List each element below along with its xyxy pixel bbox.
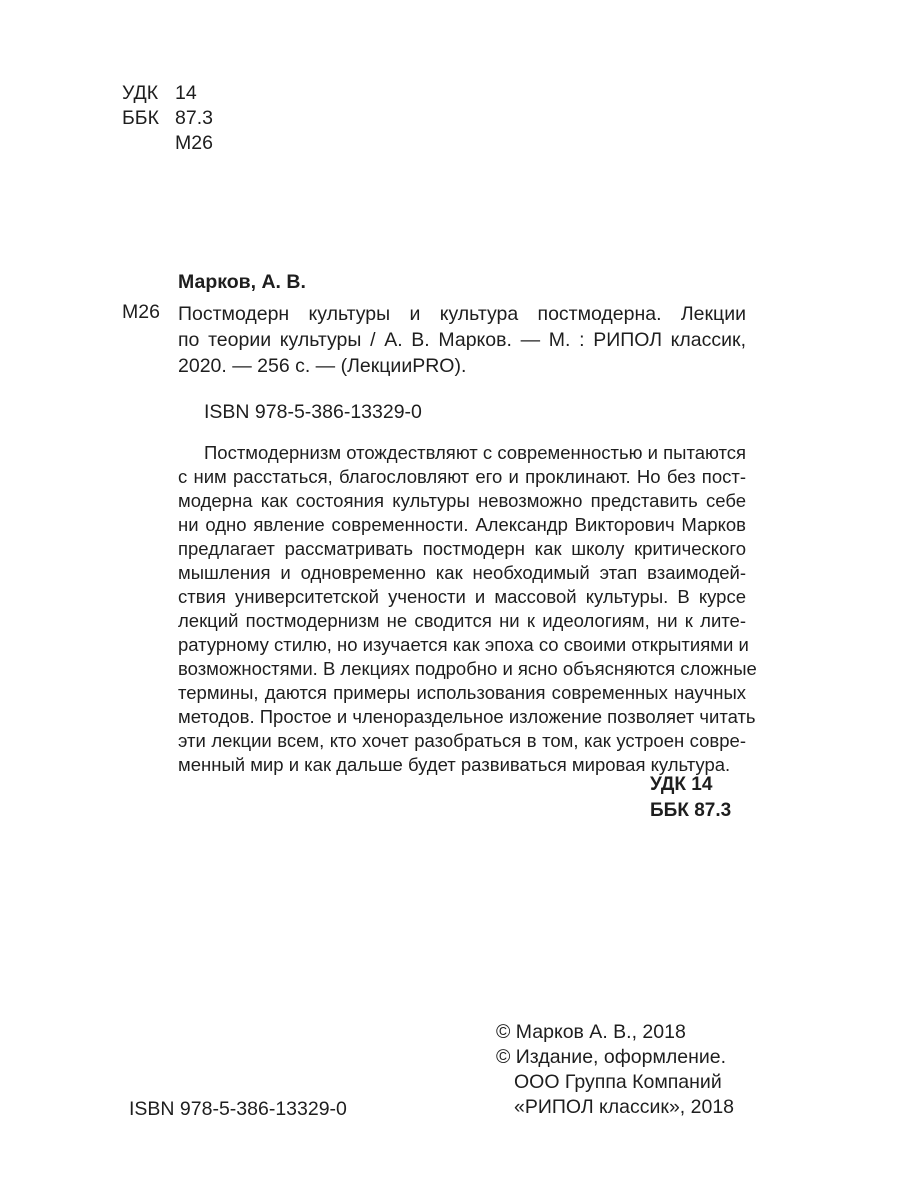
annotation-line: термины, даются примеры использования современных научных [178, 682, 746, 703]
description-line: Постмодерн культуры и культура постмодерна. Лекции [178, 303, 746, 325]
bibliographic-description [178, 301, 746, 379]
copyright-edition: © Издание, оформление. [496, 1046, 727, 1068]
annotation-line: лекций постмодернизм не сводится ни к идеологиям, ни к лите- [178, 610, 746, 631]
bbk-bottom: ББК 87.3 [650, 800, 732, 821]
copyright-author: © Марков А. В., 2018 [496, 1021, 686, 1043]
annotation [178, 441, 757, 777]
author-heading: Марков, А. В. [178, 271, 306, 293]
annotation-line: модерна как состояния культуры невозможно представить себе [178, 490, 746, 511]
annotation-line: менный мир и как дальше будет развиваться мировая культура. [178, 754, 731, 775]
bbk-label: ББК [122, 107, 159, 129]
bbk-value: 87.3 [175, 107, 213, 129]
annotation-line: методов. Простое и членораздельное изложение позволяет читать [178, 706, 756, 727]
isbn-bottom: ISBN 978-5-386-13329-0 [129, 1098, 347, 1120]
description-line: по теории культуры / А. В. Марков. — М. : РИПОЛ классик, [178, 329, 746, 351]
annotation-line: с ним расстаться, благословляют его и проклинают. Но без пост- [178, 466, 746, 487]
annotation-line: ствия университетской учености и массовой культуры. В курсе [178, 586, 746, 607]
udk-value: 14 [175, 82, 197, 104]
description-line: 2020. — 256 с. — (ЛекцииPRO). [178, 355, 467, 377]
annotation-line: ни одно явление современности. Александр Викторович Марков [178, 514, 746, 535]
isbn-record: ISBN 978-5-386-13329-0 [204, 401, 422, 423]
udk-label: УДК [122, 82, 159, 104]
annotation-line: эти лекции всем, кто хочет разобраться в том, как устроен совре- [178, 730, 746, 751]
author-sign: М26 [122, 301, 160, 323]
annotation-line: предлагает рассматривать постмодерн как школу критического [178, 538, 746, 559]
udk-bottom: УДК 14 [650, 774, 713, 795]
author-sign-top: М26 [175, 132, 213, 154]
copyright-publisher-name: «РИПОЛ классик», 2018 [514, 1096, 735, 1118]
annotation-line: мышления и одновременно как необходимый этап взаимодей- [178, 562, 746, 583]
annotation-line: Постмодернизм отождествляют с современностью и пытаются [204, 442, 746, 463]
copyright-block [496, 1020, 734, 1120]
annotation-line: возможностями. В лекциях подробно и ясно объясняются сложные [178, 658, 757, 679]
copyright-publisher: ООО Группа Компаний [514, 1071, 722, 1093]
annotation-line: ратурному стилю, но изучается как эпоха со своими открытиями и [178, 634, 749, 655]
